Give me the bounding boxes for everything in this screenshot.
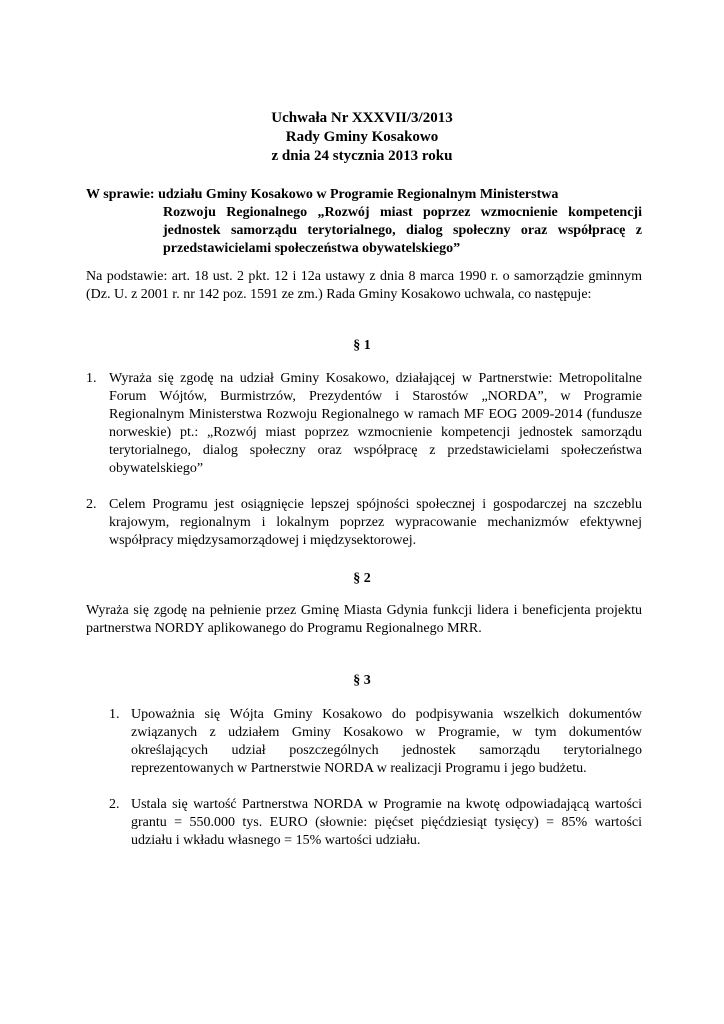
list-item xyxy=(109,796,642,850)
list-item-text: Ustala się wartość Partnerstwa NORDA w Programie na kwotę odpowiadającą wartości grantu = 550.000 tys. EURO (słownie: pięćset pięćdziesiąt tysięcy) = 85% wartości udziału i wkładu własnego = 15% wartości udziału. xyxy=(131,797,642,848)
council-name: Rady Gminy Kosakowo xyxy=(285,129,439,145)
subject-continuation: Rozwoju Regionalnego „Rozwój miast poprzez wzmocnienie kompetencji jednostek samorządu terytorialnego, dialog społeczny oraz współpracę z przedstawicielami społeczeństwa obywatelskiego” xyxy=(163,205,642,256)
resolution-number: Uchwała Nr XXXVII/3/2013 xyxy=(271,110,453,126)
list-item-text: Wyraża się zgodę na udział Gminy Kosakowo, działającej w Partnerstwie: Metropolitalne Forum Wójtów, Burmistrzów, Prezydentów i Starostów „NORDA”, w Programie Regionalnym Ministerstwa Rozwoju Regionalnego w ramach MF EOG 2009-2014 (fundusze norweskie) pt.: „Rozwój miast poprzez wzmocnienie kompetencji jednostek samorządu terytorialnego, dialog społeczny oraz współpracę z przedstawicielami społeczeństwa obywatelskiego” xyxy=(109,371,642,476)
list-item-text: Celem Programu jest osiągnięcie lepszej spójności społecznej i gospodarczej na szczeblu krajowym, regionalnym i lokalnym poprzez wypracowanie mechanizmów efektywnej współpracy międzysamorządowej i międzysektorowej. xyxy=(109,497,642,548)
list-item-text: Upoważnia się Wójta Gminy Kosakowo do podpisywania wszelkich dokumentów związanych z udziałem Gminy Kosakowo w Programie, w tym dokumentów określających udział poszczególnych jednostek samorządu terytorialnego reprezentowanych w Partnerstwie NORDA w realizacji Programu i jego budżetu. xyxy=(131,707,642,776)
section-2-heading: § 2 xyxy=(353,571,371,586)
resolution-date: z dnia 24 stycznia 2013 roku xyxy=(271,148,453,164)
legal-basis: Na podstawie: art. 18 ust. 2 pkt. 12 i 12a ustawy z dnia 8 marca 1990 r. o samorządzie gminnym (Dz. U. z 2001 r. nr 142 poz. 1591 ze zm.) Rada Gminy Kosakowo uchwala, co następuje: xyxy=(86,269,642,302)
resolution-header xyxy=(0,109,724,166)
subject-label: W sprawie: xyxy=(86,187,155,202)
list-item xyxy=(109,706,642,778)
subject-first-line: udziału Gminy Kosakowo w Programie Regionalnym Ministerstwa xyxy=(158,187,559,202)
list-item xyxy=(86,496,642,550)
list-item xyxy=(86,370,642,478)
section-3-heading: § 3 xyxy=(353,673,371,688)
resolution-subject xyxy=(86,186,642,258)
list-item-number: 2. xyxy=(109,797,120,812)
section-1-list xyxy=(86,370,642,550)
section-1-heading: § 1 xyxy=(353,338,371,353)
section-3-list xyxy=(109,706,642,850)
list-item-number: 2. xyxy=(86,497,97,512)
section-2-text: Wyraża się zgodę na pełnienie przez Gminę Miasta Gdynia funkcji lidera i beneficjenta projektu partnerstwa NORDY aplikowanego do Programu Regionalnego MRR. xyxy=(86,603,642,636)
list-item-number: 1. xyxy=(109,707,120,722)
list-item-number: 1. xyxy=(86,371,97,386)
